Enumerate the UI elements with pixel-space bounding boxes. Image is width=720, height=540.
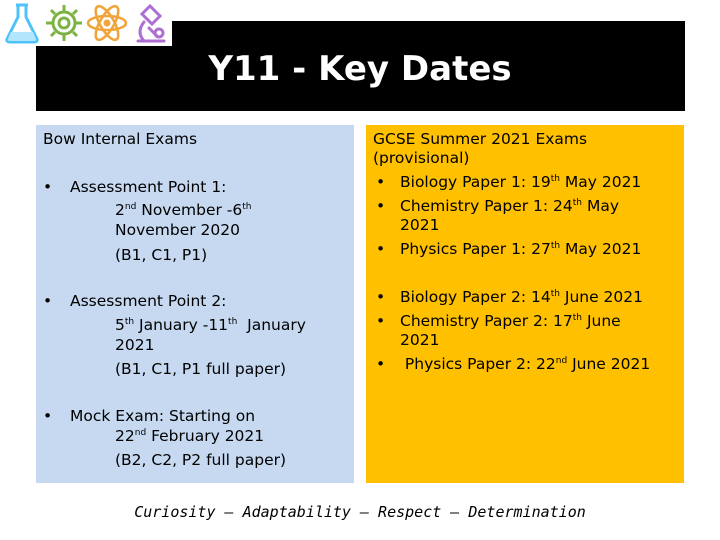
bullet-icon: • xyxy=(43,407,53,425)
gcse-item: Biology Paper 2: 14th June 2021 xyxy=(400,288,644,306)
gear-icon xyxy=(44,2,84,44)
microscope-icon xyxy=(130,2,170,44)
gcse-item: Chemistry Paper 1: 24th May xyxy=(400,197,619,215)
mock-exam-label: Mock Exam: Starting on xyxy=(70,407,256,425)
flask-icon xyxy=(2,2,42,44)
assessment-point-2-papers: (B1, C1, P1 full paper) xyxy=(115,360,287,378)
assessment-point-2-date-line2: 2021 xyxy=(115,336,155,354)
gcse-heading-line2: (provisional) xyxy=(373,149,470,167)
assessment-point-2-date: 5th January -11th January xyxy=(115,316,306,334)
gcse-item-line2: 2021 xyxy=(400,216,440,234)
science-icons xyxy=(0,0,172,46)
school-values-motto: Curiosity – Adaptability – Respect – Determination xyxy=(134,503,586,521)
assessment-point-2-label: Assessment Point 2: xyxy=(70,292,227,310)
bullet-icon: • xyxy=(43,178,53,196)
bullet-icon: • xyxy=(376,197,386,215)
assessment-point-1-date: 2nd November -6th xyxy=(115,201,252,219)
bullet-icon: • xyxy=(376,173,386,191)
assessment-point-1-date-line2: November 2020 xyxy=(115,221,241,239)
gcse-heading-line1: GCSE Summer 2021 Exams xyxy=(373,130,588,148)
mock-exam-date: 22nd February 2021 xyxy=(115,427,265,445)
gcse-item: Physics Paper 2: 22nd June 2021 xyxy=(400,355,651,373)
page-title: Y11 - Key Dates xyxy=(208,49,512,89)
bullet-icon: • xyxy=(376,355,386,373)
gcse-item: Physics Paper 1: 27th May 2021 xyxy=(400,240,642,258)
assessment-point-1-papers: (B1, C1, P1) xyxy=(115,246,208,264)
internal-exams-heading: Bow Internal Exams xyxy=(43,130,198,148)
bullet-icon: • xyxy=(376,288,386,306)
mock-exam-papers: (B2, C2, P2 full paper) xyxy=(115,451,287,469)
gcse-item: Chemistry Paper 2: 17th June xyxy=(400,312,621,330)
bullet-icon: • xyxy=(376,312,386,330)
gcse-item: Biology Paper 1: 19th May 2021 xyxy=(400,173,642,191)
gcse-item-line2: 2021 xyxy=(400,331,440,349)
atom-icon xyxy=(86,2,128,44)
bullet-icon: • xyxy=(43,292,53,310)
assessment-point-1-label: Assessment Point 1: xyxy=(70,178,227,196)
bullet-icon: • xyxy=(376,240,386,258)
